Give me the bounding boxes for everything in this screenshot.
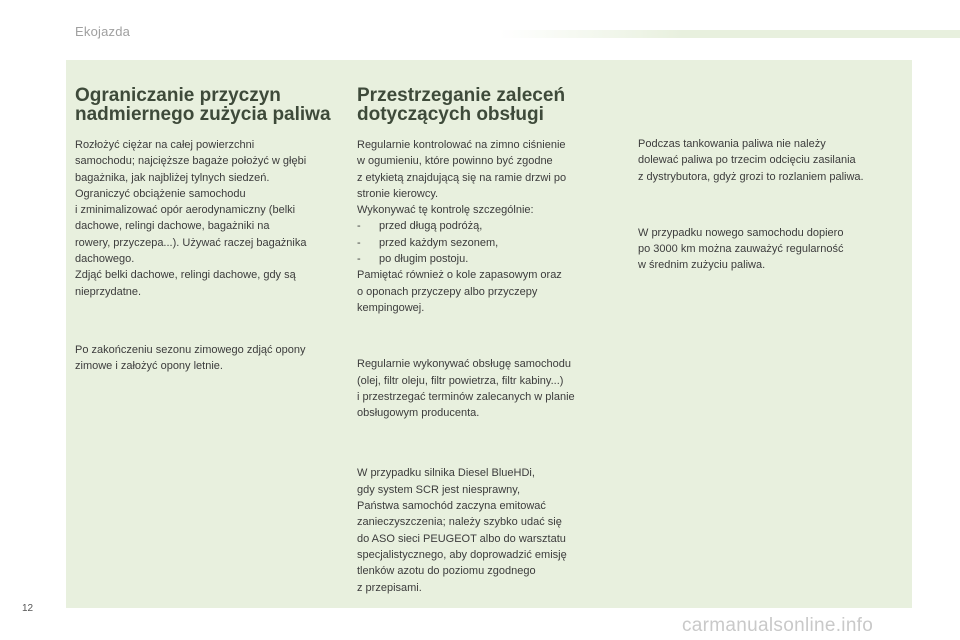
text-line: dolewać paliwa po trzecim odcięciu zasilania (638, 154, 856, 167)
paragraph-tyre-pressure (357, 137, 619, 218)
text-line: Podczas tankowania paliwa nie należy (638, 138, 826, 150)
text-line: dachowego. (75, 253, 135, 266)
watermark: carmanualsonline.info (682, 615, 874, 636)
column-maintenance (357, 86, 619, 596)
column-fuel-consumption (75, 86, 343, 375)
heading-fuel-consumption (75, 86, 343, 124)
paragraph-load (75, 137, 343, 300)
text-line: i przestrzegać terminów zalecanych w planie (357, 390, 575, 403)
text-line: Regularnie wykonywać obsługę samochodu (357, 358, 572, 371)
list-item: - przed długą podróżą, (357, 218, 619, 234)
text-line: zanieczyszczenia; należy szybko udać się (357, 516, 562, 529)
text-line: zimowe i założyć opony letnie. (75, 360, 223, 373)
paragraph-bluehdi (357, 465, 619, 595)
text-line: dachowe, relingi dachowe, bagażniki na (75, 220, 270, 233)
paragraph-tyres (75, 342, 343, 375)
paragraph-new-vehicle (638, 225, 900, 274)
heading-maintenance (357, 86, 619, 124)
page-number: 12 (22, 603, 34, 614)
text-line: Ograniczyć obciążenie samochodu (75, 187, 246, 200)
text-line: kempingowej. (357, 301, 425, 314)
text-line: (olej, filtr oleju, filtr powietrza, filtr kabiny...) (357, 374, 564, 387)
text-line: samochodu; najcięższe bagaże położyć w głębi (75, 155, 307, 168)
text-line: z przepisami. (357, 581, 422, 594)
text-line: obsługowym producenta. (357, 407, 480, 420)
text-line: gdy system SCR jest niesprawny, (357, 483, 521, 496)
text-line: Rozłożyć ciężar na całej powierzchni (75, 139, 255, 151)
text-line: Pamiętać również o kole zapasowym oraz (357, 269, 562, 282)
list-item: - po długim postoju. (357, 251, 619, 267)
text-line: do ASO sieci PEUGEOT albo do warsztatu (357, 532, 566, 545)
text-line: W przypadku nowego samochodu dopiero (638, 226, 844, 239)
list-item: - przed każdym sezonem, (357, 235, 619, 251)
section-header: Ekojazda (75, 24, 131, 39)
text-line: bagażnika, jak najbliżej tylnych siedzeń. (75, 171, 270, 184)
text-line: i zminimalizować opór aerodynamiczny (belki (75, 204, 296, 217)
text-line: w średnim zużyciu paliwa. (638, 259, 766, 272)
text-line: rowery, przyczepa...). Używać raczej bagażnika (75, 236, 307, 249)
text-line: z etykietą znajdującą się na ramie drzwi po (357, 171, 567, 184)
column-refuelling (638, 136, 900, 274)
paragraph-service (357, 356, 619, 421)
text-line: stronie kierowcy. (357, 187, 439, 200)
text-line: w ogumieniu, które powinno być zgodne (357, 155, 553, 168)
heading-line: Ograniczanie przyczyn (75, 85, 281, 106)
text-line: po 3000 km można zauważyć regularność (638, 243, 844, 256)
check-occasions-list (357, 218, 619, 267)
header-bar (500, 30, 960, 38)
text-line: tlenków azotu do poziomu zgodnego (357, 565, 536, 578)
text-line: z dystrybutora, gdyż grozi to rozlaniem paliwa. (638, 170, 864, 183)
paragraph-spare-wheel (357, 267, 619, 316)
heading-line: dotyczących obsługi (357, 104, 544, 125)
heading-line: Przestrzeganie zaleceń (357, 85, 566, 106)
text-line: Państwa samochód zaczyna emitować (357, 500, 546, 513)
text-line: Regularnie kontrolować na zimno ciśnienie (357, 139, 566, 151)
text-line: o oponach przyczepy albo przyczepy (357, 285, 538, 298)
text-line: Zdjąć belki dachowe, relingi dachowe, gdy są (75, 269, 296, 282)
text-line: nieprzydatne. (75, 285, 142, 298)
text-line: W przypadku silnika Diesel BlueHDi, (357, 467, 535, 480)
heading-line: nadmiernego zużycia paliwa (75, 104, 331, 125)
text-line: Po zakończeniu sezonu zimowego zdjąć opony (75, 343, 306, 356)
text-line: Wykonywać tę kontrolę szczególnie: (357, 204, 534, 217)
paragraph-refuelling (638, 136, 900, 185)
text-line: specjalistycznego, aby doprowadzić emisję (357, 548, 567, 561)
